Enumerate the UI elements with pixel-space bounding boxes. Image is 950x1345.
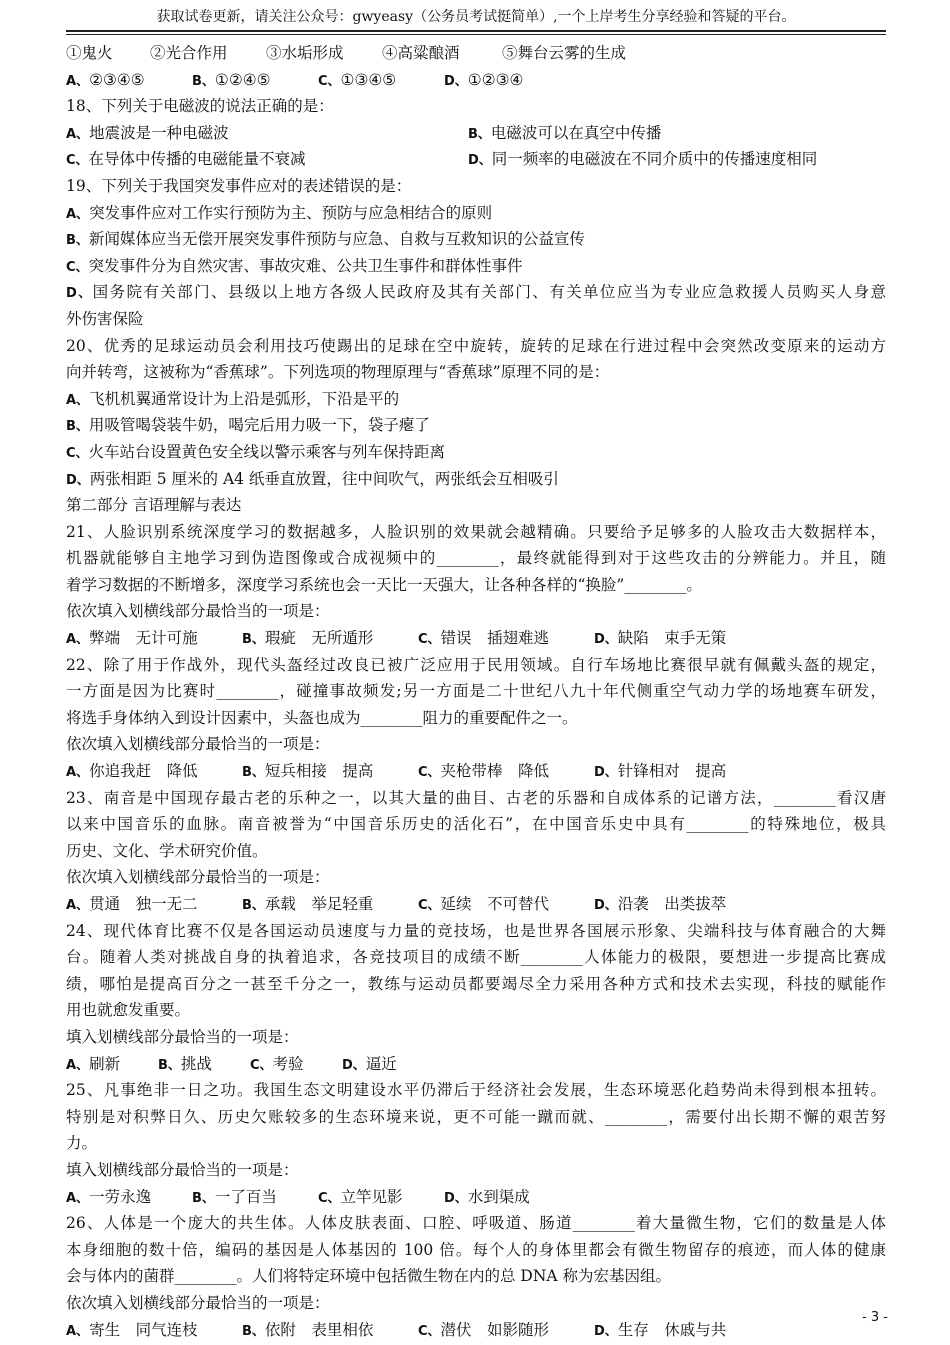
q25-option-b: B、一了百当: [192, 1187, 277, 1206]
q26-line2: 本身细胞的数十倍，编码的基因是人体基因的 100 倍。每个人的身体里都会有微生物留存的痕迹，而人体的健康: [66, 1240, 886, 1259]
page-header: 获取试卷更新，请关注公众号：gwyeasy（公务员考试挺简单）,一个上岸考生分享经验和答疑的平台。: [156, 9, 796, 25]
q25-prompt: 填入划横线部分最恰当的一项是：: [66, 1160, 299, 1179]
q22-option-d: D、针锋相对 提高: [594, 762, 727, 781]
q25-line3: 力。: [66, 1134, 98, 1153]
q25-options: [66, 1184, 886, 1211]
q25-line2: 特别是对积弊日久、历史欠账较多的生态环境来说，更不可能一蹴而就、________，需要付出长期不懈的艰苦努: [66, 1107, 886, 1126]
q23-option-b: B、承载 举足轻重: [242, 895, 374, 913]
q23-prompt: 依次填入划横线部分最恰当的一项是：: [66, 868, 330, 887]
q23-line3: 历史、文化、学术研究价值。: [66, 841, 268, 860]
q21-line2: 机器就能够自主地学习到伪造图像或合成视频中的________，最终就能得到对于这些攻击的分辨能力。并且，随: [66, 549, 886, 568]
q26-options: [66, 1317, 886, 1344]
page-content: [66, 40, 886, 1343]
q21-option-c: C、错误 插翅难逃: [418, 629, 550, 648]
q17-items: [66, 40, 886, 67]
q20-option-c: C、火车站台设置黄色安全线以警示乘客与列车保持距离: [66, 442, 446, 461]
q26-option-a: A、寄生 同气连枝: [66, 1320, 198, 1339]
q25-line1: 25、凡事绝非一日之功。我国生态文明建设水平仍滞后于经济社会发展，生态环境恶化趋势尚未得到根本扭转。: [66, 1081, 886, 1100]
q21-option-b: B、瑕疵 无所遁形: [242, 629, 374, 648]
q18-stem: 18、下列关于电磁波的说法正确的是：: [66, 97, 334, 116]
q18-options-row2: [66, 146, 886, 173]
q22-option-a: A、你追我赶 降低: [66, 762, 198, 781]
q23-line2: 以来中国音乐的血脉。南音被誉为“中国音乐历史的活化石”，在中国音乐史中具有________的特殊地位，极具: [66, 815, 886, 834]
q18-option-c: C、在导体中传播的电磁能量不衰减: [66, 150, 306, 169]
q17-option-b: B、①②④⑤: [192, 70, 271, 89]
q25-option-d: D、水到渠成: [444, 1187, 530, 1206]
q24-line3: 绩，哪怕是提高百分之一甚至千分之一，教练与运动员都要竭尽全力采用各种方式和技术去实现，科技的赋能作: [66, 974, 886, 993]
q24-line1: 24、现代体育比赛不仅是各国运动员速度与力量的竞技场，也是世界各国展示形象、尖端科技与体育融合的大舞: [66, 921, 886, 940]
q24-line4: 用也就愈发重要。: [66, 1001, 191, 1020]
q22-line2: 一方面是因为比赛时________，碰撞事故频发;另一方面是二十世纪八九十年代侧重空气动力学的场地赛车研发，: [66, 682, 886, 701]
q24-option-a: A、刷新: [66, 1054, 121, 1073]
q21-prompt: 依次填入划横线部分最恰当的一项是：: [66, 602, 330, 621]
q25-option-c: C、立竿见影: [318, 1187, 403, 1206]
q17-option-d: D、①②③④: [444, 70, 524, 89]
q18-option-a: A、地震波是一种电磁波: [66, 123, 229, 142]
q24-option-c: C、考验: [250, 1054, 304, 1073]
q18-option-b: B、电磁波可以在真空中传播: [468, 123, 662, 142]
q26-line3: 会与体内的菌群________。人们将特定环境中包括微生物在内的总 DNA 称为宏基因组。: [66, 1267, 672, 1286]
q22-option-c: C、夹枪带棒 降低: [418, 762, 550, 781]
q18-option-d: D、同一频率的电磁波在不同介质中的传播速度相同: [468, 150, 818, 169]
q21-options: [66, 625, 886, 652]
q24-option-d: D、逼近: [342, 1054, 397, 1073]
q23-option-d: D、沿袭 出类拔萃: [594, 895, 727, 913]
q17-option-a: A、②③④⑤: [66, 70, 145, 89]
q22-line1: 22、除了用于作战外，现代头盔经过改良已被广泛应用于民用领域。自行车场地比赛很早就有佩戴头盔的规定，: [66, 655, 886, 674]
section-title: 第二部分 言语理解与表达: [66, 496, 242, 515]
q17-item-1: ①鬼火: [66, 44, 113, 62]
header-rule: [66, 30, 886, 32]
q18-options-row1: [66, 120, 886, 147]
page-number: - 3 -: [862, 1310, 888, 1325]
q17-options: [66, 67, 886, 94]
q26-prompt: 依次填入划横线部分最恰当的一项是：: [66, 1293, 330, 1312]
q19-option-c: C、突发事件分为自然灾害、事故灾难、公共卫生事件和群体性事件: [66, 256, 523, 275]
q17-item-2: ②光合作用: [150, 44, 228, 62]
q19-option-d-cont: 外伤害保险: [66, 309, 144, 328]
header-rule-thin: [66, 34, 886, 35]
q21-option-d: D、缺陷 束手无策: [594, 629, 727, 648]
q23-line1: 23、南音是中国现存最古老的乐种之一，以其大量的曲目、古老的乐器和自成体系的记谱方法，________看汉唐: [66, 788, 886, 807]
q20-option-a: A、飞机机翼通常设计为上沿是弧形，下沿是平的: [66, 389, 400, 408]
q21-option-a: A、弊端 无计可施: [66, 629, 198, 648]
q20-option-d: D、两张相距 5 厘米的 A4 纸垂直放置，往中间吹气，两张纸会互相吸引: [66, 469, 559, 488]
q26-option-b: B、依附 表里相依: [242, 1320, 374, 1339]
q22-line3: 将选手身体纳入到设计因素中，头盔也成为________阻力的重要配件之一。: [66, 708, 578, 727]
q20-stem-line2: 向并转弯，这被称为“香蕉球”。下列选项的物理原理与“香蕉球”原理不同的是：: [66, 363, 610, 382]
q17-item-4: ④高粱酿酒: [382, 44, 460, 62]
q23-option-c: C、延续 不可替代: [418, 895, 550, 913]
q23-option-a: A、贯通 独一无二: [66, 895, 198, 913]
q26-option-c: C、潜伏 如影随形: [418, 1320, 550, 1339]
q24-prompt: 填入划横线部分最恰当的一项是：: [66, 1027, 299, 1046]
q19-option-d: D、国务院有关部门、县级以上地方各级人民政府及其有关部门、有关单位应当为专业应急救援人员购买人身意: [66, 283, 886, 302]
q17-item-3: ③水垢形成: [266, 44, 344, 62]
q21-line3: 着学习数据的不断增多，深度学习系统也会一天比一天强大，让各种各样的“换脸”________。: [66, 575, 702, 594]
q19-option-a: A、突发事件应对工作实行预防为主、预防与应急相结合的原则: [66, 203, 493, 222]
q20-stem-line1: 20、优秀的足球运动员会利用技巧使踢出的足球在空中旋转，旋转的足球在行进过程中会突然改变原来的运动方: [66, 336, 886, 355]
q24-options: [66, 1051, 886, 1078]
q26-line1: 26、人体是一个庞大的共生体。人体皮肤表面、口腔、呼吸道、肠道________着大量微生物，它们的数量是人体: [66, 1214, 886, 1233]
q20-option-b: B、用吸管喝袋装牛奶，喝完后用力吸一下，袋子瘪了: [66, 416, 430, 435]
q17-item-5: ⑤舞台云雾的生成: [502, 44, 627, 62]
q21-line1: 21、人脸识别系统深度学习的数据越多，人脸识别的效果就会越精确。只要给予足够多的人脸攻击大数据样本，: [66, 522, 886, 541]
q22-option-b: B、短兵相接 提高: [242, 762, 374, 781]
q25-option-a: A、一劳永逸: [66, 1187, 152, 1206]
q23-options: [66, 891, 886, 918]
q24-line2: 台。随着人类对挑战自身的执着追求，各竞技项目的成绩不断________人体能力的极限，要想进一步提高比赛成: [66, 948, 886, 967]
q26-option-d: D、生存 休戚与共: [594, 1320, 727, 1339]
q24-option-b: B、挑战: [158, 1054, 212, 1073]
q22-prompt: 依次填入划横线部分最恰当的一项是：: [66, 735, 330, 754]
q19-stem: 19、下列关于我国突发事件应对的表述错误的是：: [66, 176, 412, 195]
q19-option-b: B、新闻媒体应当无偿开展突发事件预防与应急、自救与互救知识的公益宣传: [66, 230, 585, 249]
q22-options: [66, 758, 886, 785]
q17-option-c: C、①③④⑤: [318, 70, 397, 89]
